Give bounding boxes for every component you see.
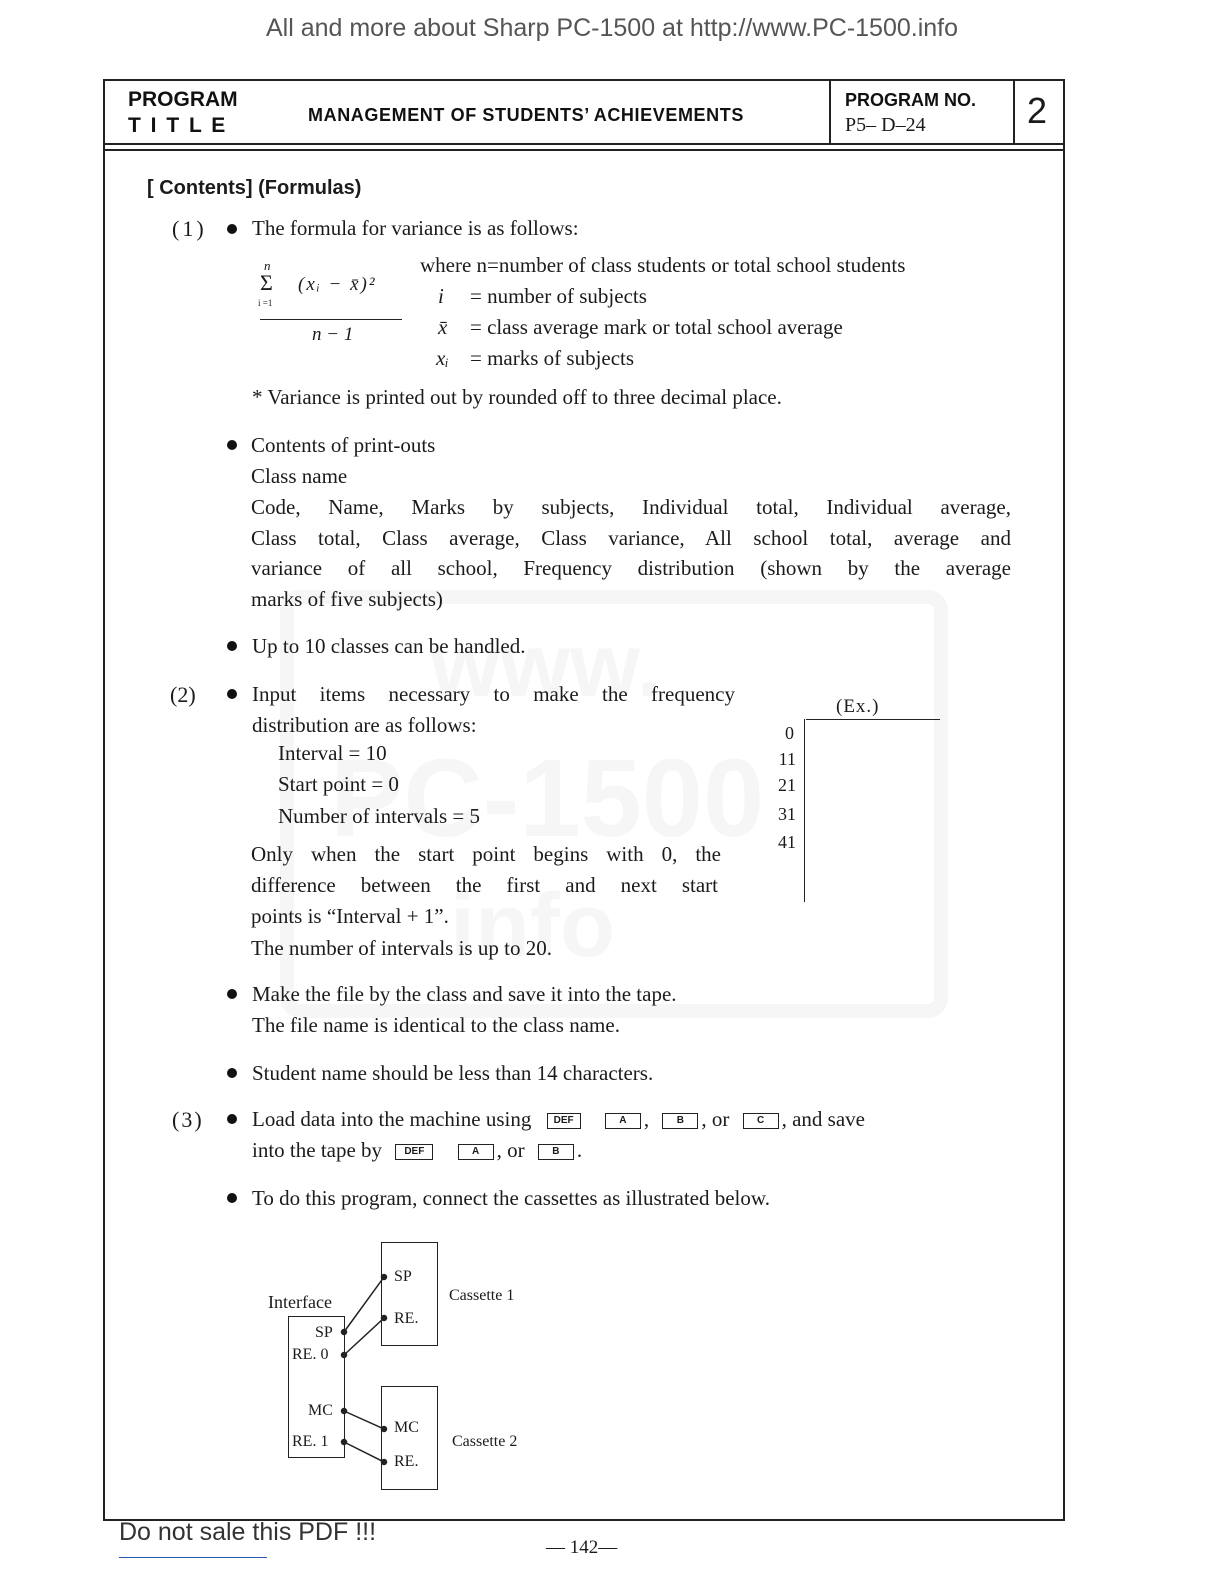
program-no-value: P5– D–24 xyxy=(845,114,926,136)
printouts-title: Contents of print-outs xyxy=(251,433,436,457)
cassette-1-re-port: RE. xyxy=(394,1310,419,1327)
formula-lower-limit: i =1 xyxy=(258,298,273,308)
port-dot xyxy=(382,1427,387,1432)
port-dot xyxy=(342,1330,347,1335)
load-period: . xyxy=(576,1138,583,1162)
printouts-line-4: variance of all school, Frequency distribution (shown by the average xyxy=(251,556,1011,580)
example-value-4: 41 xyxy=(778,832,796,852)
frequency-up-to: The number of intervals is up to 20. xyxy=(251,936,552,960)
printouts-line-2: Code, Name, Marks by subjects, Individual total, Individual average, xyxy=(251,495,1011,519)
def-key-icon: DEF xyxy=(547,1113,581,1129)
footer-notice: Do not sale this PDF !!! xyxy=(119,1518,377,1546)
b-key-icon: B xyxy=(538,1144,574,1160)
cassette-1-label: Cassette 1 xyxy=(449,1287,515,1304)
def-xi-symbol: xᵢ xyxy=(436,346,449,370)
load-or: , or xyxy=(701,1107,730,1131)
wire-mc xyxy=(344,1411,384,1429)
def-xi-text: = marks of subjects xyxy=(470,346,635,370)
student-note: Student name should be less than 14 characters. xyxy=(252,1061,654,1085)
load-text-2: into the tape by xyxy=(252,1138,383,1162)
variance-intro: The formula for variance is as follows: xyxy=(252,216,579,240)
frequency-line-2: distribution are as follows: xyxy=(252,713,477,737)
classes-note: Up to 10 classes can be handled. xyxy=(252,634,526,658)
def-i-symbol: i xyxy=(438,284,444,308)
port-dot xyxy=(342,1440,347,1445)
cassette-1-sp-port: SP xyxy=(394,1268,412,1285)
a-key-icon: A xyxy=(605,1113,641,1129)
frequency-num-intervals: Number of intervals = 5 xyxy=(278,804,480,828)
example-value-1: 11 xyxy=(778,749,796,769)
program-no-label: PROGRAM NO. xyxy=(845,90,977,110)
cassette-2-label: Cassette 2 xyxy=(452,1433,518,1450)
def-xbar-text: = class average mark or total school average xyxy=(470,315,843,339)
def-i-text: = number of subjects xyxy=(470,284,647,308)
interface-mc-port: MC xyxy=(308,1402,333,1419)
example-value-0: 0 xyxy=(785,723,794,743)
b-key-icon: B xyxy=(662,1113,698,1129)
top-banner: All and more about Sharp PC-1500 at http://www.PC-1500.info xyxy=(265,14,959,42)
example-value-2: 21 xyxy=(778,775,796,795)
load-or-2: , or xyxy=(496,1138,525,1162)
frequency-only-2: difference between the first and next start xyxy=(251,873,718,897)
frequency-line-1: Input items necessary to make the frequency xyxy=(252,682,735,706)
port-dot xyxy=(382,1275,387,1280)
page-label: 2 xyxy=(1027,90,1048,131)
frequency-only-3: points is “Interval + 1”. xyxy=(251,904,449,928)
def-xbar-symbol: x̄ xyxy=(438,315,448,339)
printouts-line-5: marks of five subjects) xyxy=(251,587,443,611)
frequency-interval: Interval = 10 xyxy=(278,741,387,765)
program-title: MANAGEMENT OF STUDENTS’ ACHIEVEMENTS xyxy=(308,105,744,125)
page-number: — 142— xyxy=(546,1537,618,1558)
printouts-line-3: Class total, Class average, Class variance, All school total, average and xyxy=(251,526,1011,550)
interface-label: Interface xyxy=(268,1292,332,1312)
cassette-2-mc-port: MC xyxy=(394,1419,419,1436)
example-value-3: 31 xyxy=(778,804,796,824)
frequency-start-point: Start point = 0 xyxy=(278,772,399,796)
wire-re1 xyxy=(344,1442,384,1462)
footer-notice-underline xyxy=(119,1557,267,1558)
formula-term: (xᵢ − x̄)² xyxy=(298,274,377,295)
c-key-icon: C xyxy=(743,1113,779,1129)
a-key-icon: A xyxy=(458,1144,494,1160)
where-line: where n=number of class students or total school students xyxy=(420,253,906,277)
port-dot xyxy=(382,1316,387,1321)
cassette-note: To do this program, connect the cassettes as illustrated below. xyxy=(252,1186,770,1210)
interface-re0-port: RE. 0 xyxy=(292,1346,329,1363)
interface-sp-port: SP xyxy=(315,1324,333,1341)
file-note-line-2: The file name is identical to the class name. xyxy=(252,1013,620,1037)
example-label: (Ex.) xyxy=(836,696,880,717)
formula-denominator: n − 1 xyxy=(312,324,354,345)
load-text-1: Load data into the machine using xyxy=(252,1107,532,1131)
port-dot xyxy=(342,1353,347,1358)
def-key-icon: DEF xyxy=(395,1144,433,1160)
title-label: T I T L E xyxy=(128,114,228,137)
load-comma: , xyxy=(643,1107,650,1131)
formula-upper-limit: n xyxy=(264,258,271,273)
file-note-line-1: Make the file by the class and save it into the tape. xyxy=(252,982,677,1006)
variance-note: * Variance is printed out by rounded off to three decimal place. xyxy=(252,385,782,409)
section-3-label: (3) xyxy=(172,1107,204,1132)
contents-heading: [ Contents] (Formulas) xyxy=(147,177,362,199)
section-1-label: (1) xyxy=(172,216,207,241)
port-dot xyxy=(342,1409,347,1414)
cassette-2-re-port: RE. xyxy=(394,1453,419,1470)
printouts-line-1: Class name xyxy=(251,464,348,488)
frequency-only-1: Only when the start point begins with 0, the xyxy=(251,842,721,866)
port-dot xyxy=(382,1460,387,1465)
program-label: PROGRAM xyxy=(128,88,238,111)
section-2-label: (2) xyxy=(170,682,196,707)
interface-re1-port: RE. 1 xyxy=(292,1433,329,1450)
formula-sigma: Σ xyxy=(260,270,273,295)
load-and-save: , and save xyxy=(781,1107,865,1131)
